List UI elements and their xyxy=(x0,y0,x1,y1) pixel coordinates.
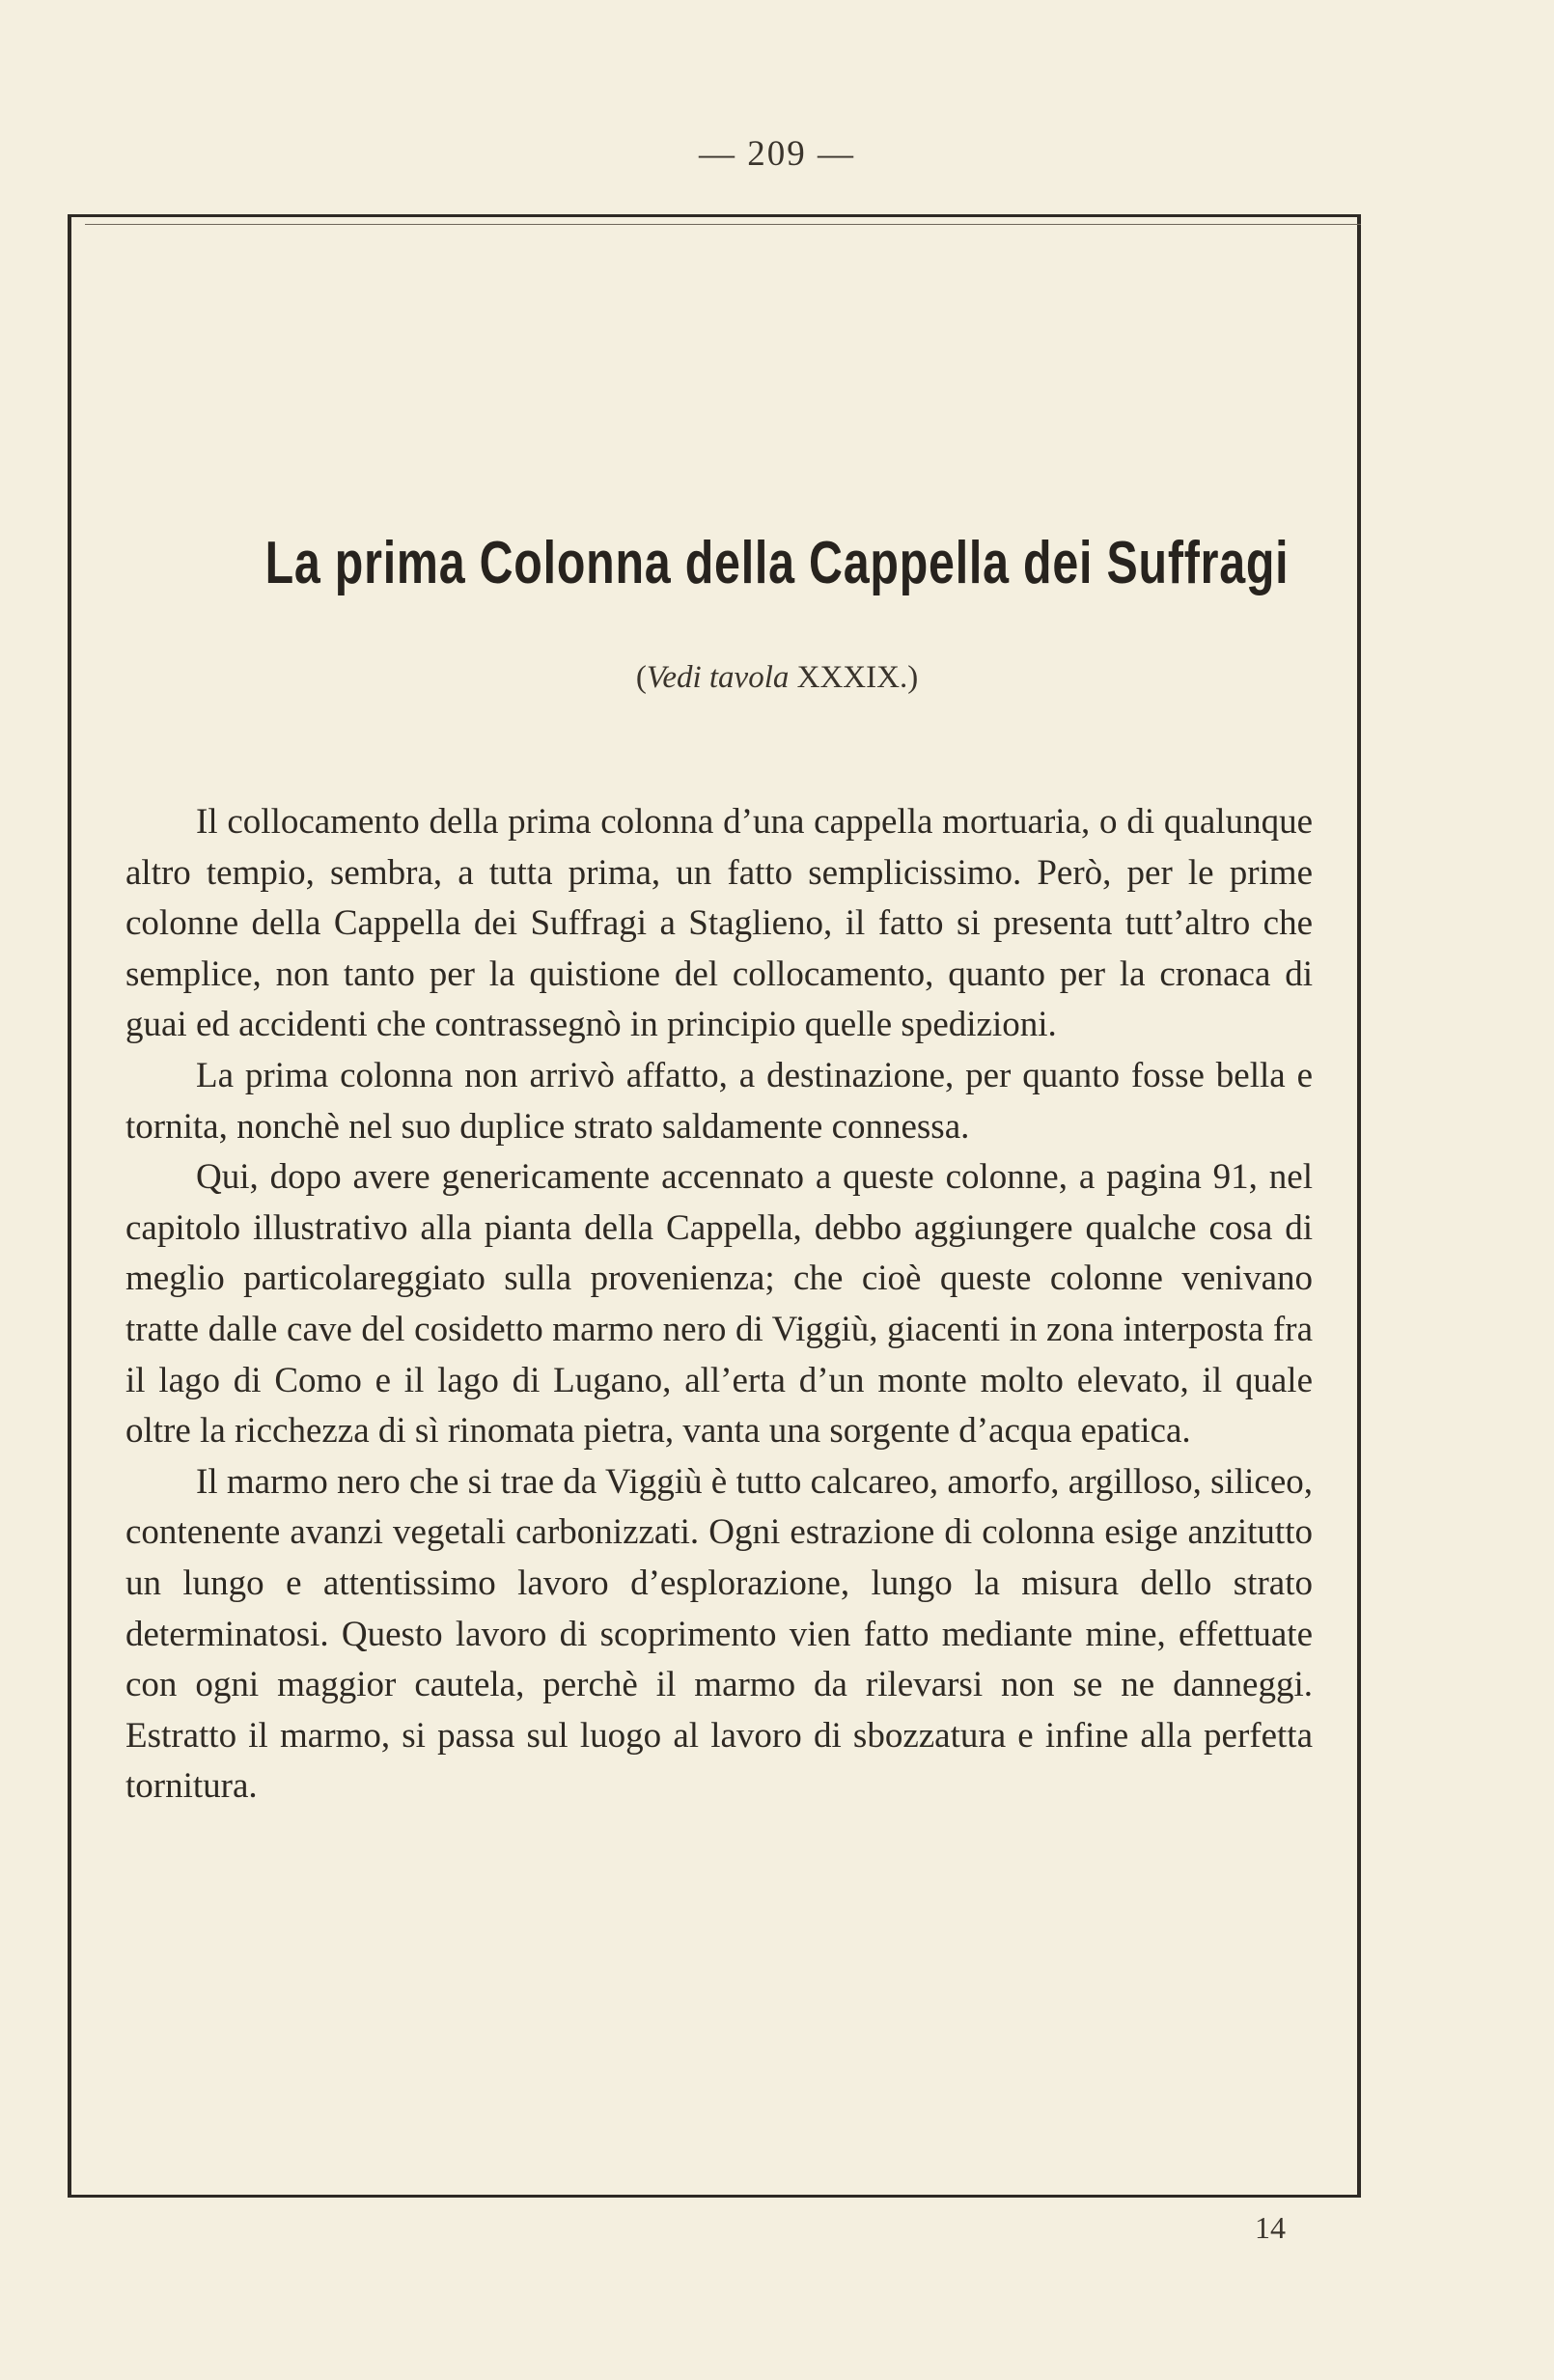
reference-open: ( xyxy=(635,660,647,695)
signature-mark: 14 xyxy=(1255,2210,1286,2245)
paragraph: Il collocamento della prima colonna d’una cappella mortuaria, o di qualunque altro tempio, sembra, a tutta prima, un fatto semplicissimo. Però, per le prime colonne della Cappella dei Suffragi a Staglieno, il fatto si presenta tutt’altro che semplice, non tanto per la quistione del collocamento, quanto per la cronaca di guai ed accidenti che contrassegnò in principio quelle spedizioni. xyxy=(125,802,1313,1045)
plate-reference xyxy=(0,660,1554,696)
page-number: — 209 — xyxy=(699,134,855,174)
article-body xyxy=(125,797,1313,1813)
paragraph: Qui, dopo avere genericamente accennato a queste colonne, a pagina 91, nel capitolo illustrativo alla pianta della Cappella, debbo aggiungere qualche cosa di meglio particolareggiato sulla provenienza; che cioè queste colonne venivano tratte dalle cave del cosidetto marmo nero di Viggiù, giacenti in zona interposta fra il lago di Como e il lago di Lugano, all’erta d’un monte molto elevato, il quale oltre la ricchezza di sì rinomata pietra, vanta una sorgente d’acqua epatica. xyxy=(125,1157,1313,1452)
frame-inner-rule xyxy=(85,224,1361,225)
article-title: La prima Colonna della Cappella dei Suffragi xyxy=(264,530,1290,596)
paragraph: Il marmo nero che si trae da Viggiù è tutto calcareo, amorfo, argilloso, siliceo, contenente avanzi vegetali carbonizzati. Ogni estrazione di colonna esige anzitutto un lungo e attentissimo lavoro d’esplorazione, lungo la misura dello strato determinatosi. Questo lavoro di scoprimento vien fatto mediante mine, effettuate con ogni maggior cautela, perchè il marmo da rilevarsi non se ne danneggi. Estratto il marmo, si passa sul luogo al lavoro di sbozzatura e infine alla perfetta tornitura. xyxy=(125,1461,1313,1807)
reference-italic: Vedi tavola xyxy=(646,660,790,695)
reference-rest: XXXIX.) xyxy=(789,660,919,695)
paragraph: La prima colonna non arrivò affatto, a destinazione, per quanto fosse bella e tornita, nonchè nel suo duplice strato saldamente connessa. xyxy=(125,1055,1313,1147)
